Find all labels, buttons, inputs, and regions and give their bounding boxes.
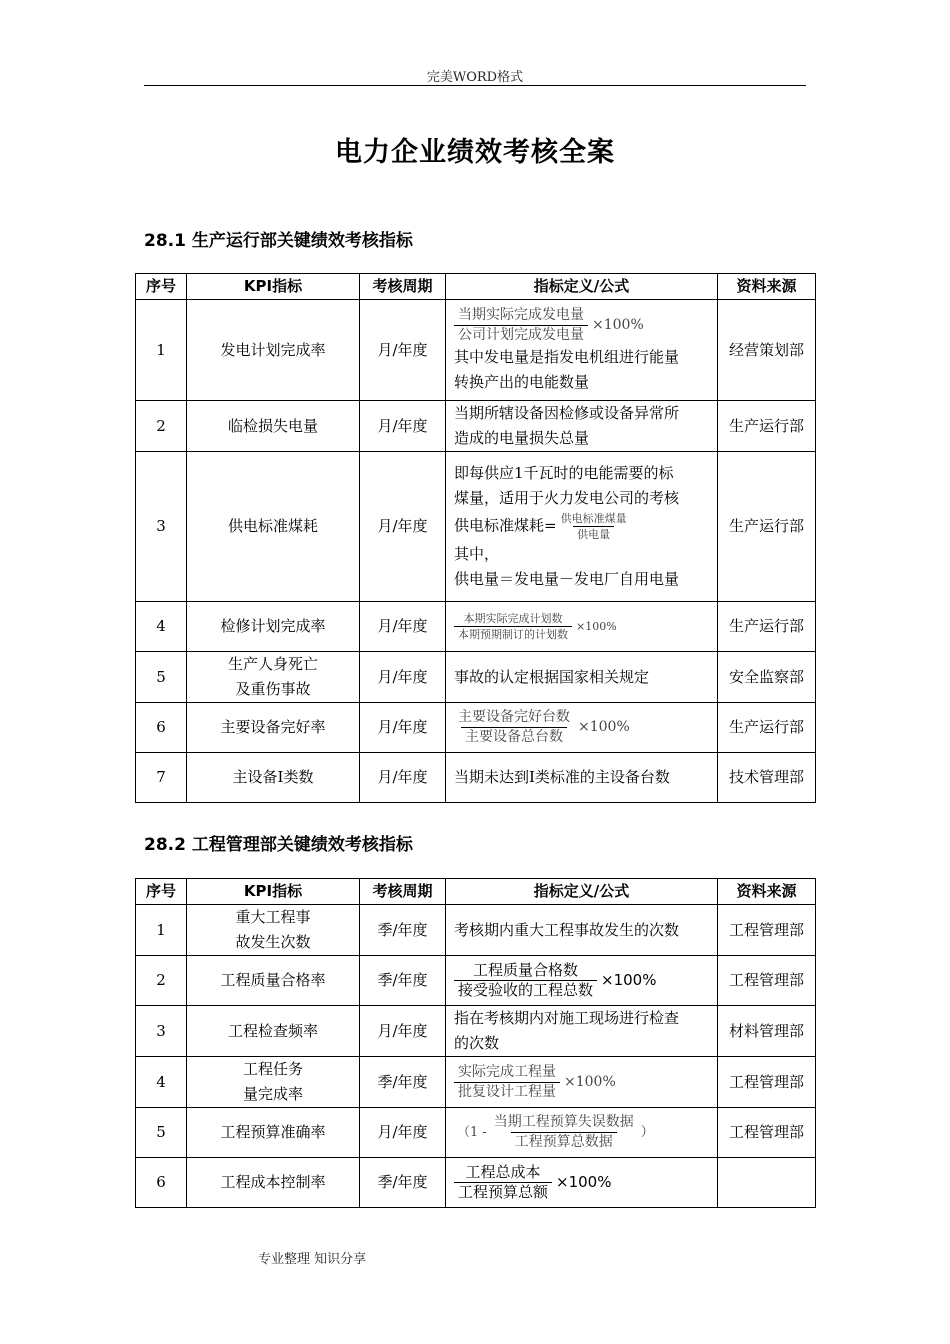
assessment-cycle: 月/年度	[360, 401, 446, 452]
row-number: 3	[136, 452, 187, 602]
row-number: 5	[136, 1108, 187, 1158]
definition-text: 即每供应1千瓦时的电能需要的标	[454, 464, 674, 482]
definition-cell	[446, 1158, 718, 1208]
formula-numerator: 本期实际完成计划数	[463, 612, 563, 625]
data-source: 生产运行部	[718, 602, 816, 652]
formula	[454, 611, 617, 642]
definition-cell	[446, 1057, 718, 1108]
definition-text: 其中发电量是指发电机组进行能量	[454, 347, 680, 366]
kpi-name: 检修计划完成率	[187, 602, 360, 652]
assessment-cycle: 月/年度	[360, 300, 446, 401]
column-header-definition: 指标定义/公式	[446, 274, 718, 300]
formula-multiplier: ×100%	[601, 971, 657, 989]
formula-numerator: 工程质量合格数	[473, 961, 579, 979]
definition-text: 煤量，适用于火力发电公司的考核	[454, 489, 680, 507]
formula-multiplier: ×100%	[556, 1173, 612, 1191]
column-header-kpi: KPI指标	[187, 879, 360, 905]
formula-denominator: 工程预算总数据	[511, 1132, 617, 1152]
column-header-cycle: 考核周期	[360, 274, 446, 300]
assessment-cycle: 月/年度	[360, 1108, 446, 1158]
definition-text: 造成的电量损失总量	[454, 429, 590, 447]
row-number: 5	[136, 652, 187, 703]
assessment-cycle: 月/年度	[360, 703, 446, 753]
kpi-table-production	[135, 273, 816, 803]
formula-denominator: 接受验收的工程总数	[454, 980, 597, 1000]
formula	[454, 1063, 616, 1102]
page-footer: 专业整理 知识分享	[258, 1252, 367, 1267]
kpi-name-line: 生产人身死亡	[227, 655, 318, 673]
definition-cell	[446, 1108, 718, 1158]
formula-numerator: 当期工程预算失误数据	[493, 1114, 634, 1130]
definition-cell	[446, 401, 718, 452]
definition-text: 转换产出的电能数量	[454, 372, 590, 391]
table-row	[136, 1006, 816, 1057]
kpi-name-line: 工程任务	[242, 1060, 303, 1078]
row-number: 7	[136, 753, 187, 803]
formula-numerator: 实际完成工程量	[458, 1063, 556, 1080]
formula	[454, 306, 644, 345]
section-title-28-2: 28.2 工程管理部关键绩效考核指标	[144, 835, 413, 855]
column-header-no: 序号	[136, 274, 187, 300]
formula-denominator: 本期预期制订的计划数	[454, 626, 572, 642]
data-source: 材料管理部	[718, 1006, 816, 1057]
formula-numerator: 当期实际完成发电量	[458, 306, 584, 323]
kpi-name-line: 量完成率	[242, 1085, 303, 1103]
data-source	[718, 1158, 816, 1208]
definition-cell	[446, 300, 718, 401]
formula-denominator: 供电量	[573, 526, 614, 542]
column-header-cycle: 考核周期	[360, 879, 446, 905]
definition-cell	[446, 602, 718, 652]
assessment-cycle: 季/年度	[360, 956, 446, 1006]
assessment-cycle: 月/年度	[360, 652, 446, 703]
data-source: 工程管理部	[718, 956, 816, 1006]
kpi-name: 工程检查频率	[187, 1006, 360, 1057]
formula-close: ）	[640, 1125, 654, 1140]
formula-prefix: 供电标准煤耗=	[454, 516, 557, 535]
row-number: 2	[136, 401, 187, 452]
table-row	[136, 452, 816, 602]
kpi-name: 主要设备完好率	[187, 703, 360, 753]
formula-multiplier: ×100%	[576, 620, 617, 633]
formula-denominator: 工程预算总额	[454, 1182, 552, 1202]
section-title-28-1: 28.1 生产运行部关键绩效考核指标	[144, 231, 413, 251]
table-header-row	[136, 274, 816, 300]
header-rule	[144, 85, 806, 86]
table-row	[136, 602, 816, 652]
kpi-name-line: 故发生次数	[235, 933, 311, 951]
table-row	[136, 1057, 816, 1108]
table-row	[136, 753, 816, 803]
definition-text: 考核期内重大工程事故发生的次数	[446, 905, 718, 956]
definition-text: 其中，	[454, 545, 500, 563]
definition-text: 当期所辖设备因检修或设备异常所	[454, 404, 680, 422]
data-source: 经营策划部	[718, 300, 816, 401]
data-source: 工程管理部	[718, 905, 816, 956]
page-header: 完美WORD格式	[426, 70, 524, 85]
data-source: 生产运行部	[718, 452, 816, 602]
document-title: 电力企业绩效考核全案	[335, 137, 615, 168]
table-row	[136, 703, 816, 753]
kpi-name	[187, 652, 360, 703]
column-header-kpi: KPI指标	[187, 274, 360, 300]
assessment-cycle: 月/年度	[360, 753, 446, 803]
definition-text: 的次数	[454, 1034, 500, 1052]
definition-cell	[446, 1006, 718, 1057]
data-source: 安全监察部	[718, 652, 816, 703]
formula	[454, 961, 656, 1000]
formula-multiplier: ×100%	[564, 1073, 616, 1090]
data-source: 生产运行部	[718, 703, 816, 753]
kpi-name: 供电标准煤耗	[187, 452, 360, 602]
formula	[454, 1163, 611, 1202]
formula	[454, 708, 630, 747]
assessment-cycle: 月/年度	[360, 602, 446, 652]
table-row	[136, 1108, 816, 1158]
column-header-source: 资料来源	[718, 879, 816, 905]
formula-numerator: 供电标准煤量	[560, 512, 627, 525]
table-row	[136, 905, 816, 956]
definition-text: 事故的认定根据国家相关规定	[446, 652, 718, 703]
formula-denominator: 公司计划完成发电量	[454, 325, 588, 345]
row-number: 6	[136, 1158, 187, 1208]
formula-multiplier: ×100%	[592, 316, 644, 333]
table-row	[136, 1158, 816, 1208]
kpi-name-line: 及重伤事故	[235, 680, 311, 698]
table-header-row	[136, 879, 816, 905]
formula-numerator: 主要设备完好台数	[458, 709, 570, 725]
kpi-name: 临检损失电量	[187, 401, 360, 452]
column-header-source: 资料来源	[718, 274, 816, 300]
row-number: 6	[136, 703, 187, 753]
column-header-no: 序号	[136, 879, 187, 905]
row-number: 1	[136, 300, 187, 401]
data-source: 工程管理部	[718, 1108, 816, 1158]
formula	[557, 511, 631, 542]
table-row	[136, 401, 816, 452]
definition-cell	[446, 703, 718, 753]
assessment-cycle: 月/年度	[360, 1006, 446, 1057]
data-source: 工程管理部	[718, 1057, 816, 1108]
kpi-name	[187, 1057, 360, 1108]
kpi-name: 发电计划完成率	[187, 300, 360, 401]
row-number: 4	[136, 602, 187, 652]
definition-text: 指在考核期内对施工现场进行检查	[454, 1009, 680, 1027]
assessment-cycle: 月/年度	[360, 452, 446, 602]
formula-numerator: 工程总成本	[465, 1163, 541, 1181]
column-header-definition: 指标定义/公式	[446, 879, 718, 905]
kpi-name: 主设备Ⅰ类数	[187, 753, 360, 803]
definition-text: 当期未达到Ⅰ类标准的主设备台数	[446, 753, 718, 803]
formula-open: （1 -	[457, 1125, 487, 1140]
definition-cell	[446, 956, 718, 1006]
formula-multiplier: ×100%	[578, 719, 630, 735]
data-source: 技术管理部	[718, 753, 816, 803]
formula-denominator: 批复设计工程量	[454, 1082, 560, 1102]
kpi-name: 工程成本控制率	[187, 1158, 360, 1208]
definition-text: 供电量＝发电量－发电厂自用电量	[454, 570, 680, 588]
row-number: 3	[136, 1006, 187, 1057]
assessment-cycle: 季/年度	[360, 1158, 446, 1208]
assessment-cycle: 季/年度	[360, 905, 446, 956]
definition-cell	[446, 452, 718, 602]
formula-denominator: 主要设备总台数	[461, 727, 567, 747]
table-row	[136, 956, 816, 1006]
formula	[454, 1113, 657, 1152]
assessment-cycle: 季/年度	[360, 1057, 446, 1108]
kpi-name: 工程质量合格率	[187, 956, 360, 1006]
kpi-name: 工程预算准确率	[187, 1108, 360, 1158]
kpi-name	[187, 905, 360, 956]
table-row	[136, 300, 816, 401]
kpi-name-line: 重大工程事	[235, 908, 311, 926]
row-number: 1	[136, 905, 187, 956]
table-row	[136, 652, 816, 703]
row-number: 4	[136, 1057, 187, 1108]
row-number: 2	[136, 956, 187, 1006]
data-source: 生产运行部	[718, 401, 816, 452]
kpi-table-engineering	[135, 878, 816, 1208]
